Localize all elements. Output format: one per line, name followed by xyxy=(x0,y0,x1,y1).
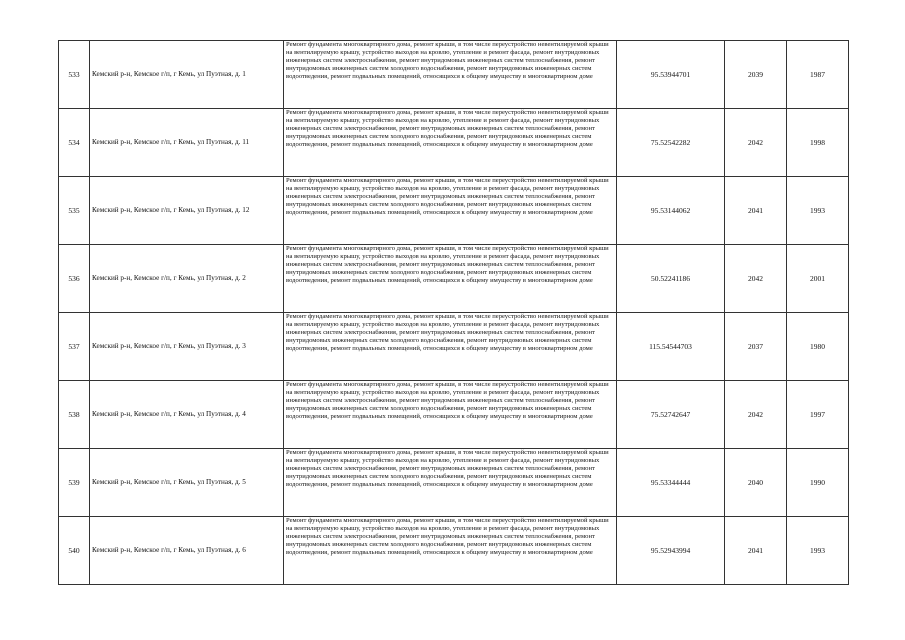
table-row xyxy=(59,313,849,381)
built-year-cell: 1990 xyxy=(787,449,849,517)
built-year-cell: 1993 xyxy=(787,177,849,245)
works-description-cell xyxy=(284,449,617,517)
works-description-text: Ремонт фундамента многоквартирного дома, ремонт крыши, в том числе переустройство невентилируемой крыши на вентилируемую крышу, устройство выходов на кровлю, утепление и ремонт фасада, ремонт внутридомовых инженерных систем электроснабжения, ремонт внутридомовых инженерных систем теплоснабжения, ремонт внутридомовых инженерных систем холодного водоснабжения, ремонт внутридомовых инженерных систем водоотведения, ремонт подвальных помещений, относящихся к общему имуществу в многоквартирном доме xyxy=(286,177,609,216)
planned-year-cell: 2041 xyxy=(725,517,787,585)
works-description-cell xyxy=(284,245,617,313)
address-cell: Кемский р-н, Кемское г/п, г Кемь, ул Пуэтная, д. 12 xyxy=(90,177,284,245)
built-year-cell: 1998 xyxy=(787,109,849,177)
row-number-cell: 533 xyxy=(59,41,90,109)
row-number-cell: 540 xyxy=(59,517,90,585)
built-year-cell: 1980 xyxy=(787,313,849,381)
table-row xyxy=(59,449,849,517)
works-description-text: Ремонт фундамента многоквартирного дома, ремонт крыши, в том числе переустройство невентилируемой крыши на вентилируемую крышу, устройство выходов на кровлю, утепление и ремонт фасада, ремонт внутридомовых инженерных систем электроснабжения, ремонт внутридомовых инженерных систем теплоснабжения, ремонт внутридомовых инженерных систем холодного водоснабжения, ремонт внутридомовых инженерных систем водоотведения, ремонт подвальных помещений, относящихся к общему имуществу в многоквартирном доме xyxy=(286,313,609,352)
works-description-text: Ремонт фундамента многоквартирного дома, ремонт крыши, в том числе переустройство невентилируемой крыши на вентилируемую крышу, устройство выходов на кровлю, утепление и ремонт фасада, ремонт внутридомовых инженерных систем электроснабжения, ремонт внутридомовых инженерных систем теплоснабжения, ремонт внутридомовых инженерных систем холодного водоснабжения, ремонт внутридомовых инженерных систем водоотведения, ремонт подвальных помещений, относящихся к общему имуществу в многоквартирном доме xyxy=(286,517,609,556)
address-cell: Кемский р-н, Кемское г/п, г Кемь, ул Пуэтная, д. 6 xyxy=(90,517,284,585)
planned-year-cell: 2037 xyxy=(725,313,787,381)
address-cell: Кемский р-н, Кемское г/п, г Кемь, ул Пуэтная, д. 4 xyxy=(90,381,284,449)
value-cell: 115.54544703 xyxy=(617,313,725,381)
works-description-text: Ремонт фундамента многоквартирного дома, ремонт крыши, в том числе переустройство невентилируемой крыши на вентилируемую крышу, устройство выходов на кровлю, утепление и ремонт фасада, ремонт внутридомовых инженерных систем электроснабжения, ремонт внутридомовых инженерных систем теплоснабжения, ремонт внутридомовых инженерных систем холодного водоснабжения, ремонт внутридомовых инженерных систем водоотведения, ремонт подвальных помещений, относящихся к общему имуществу в многоквартирном доме xyxy=(286,381,609,420)
planned-year-cell: 2042 xyxy=(725,381,787,449)
planned-year-cell: 2039 xyxy=(725,41,787,109)
row-number-cell: 537 xyxy=(59,313,90,381)
works-description-cell xyxy=(284,177,617,245)
works-description-cell xyxy=(284,41,617,109)
address-cell: Кемский р-н, Кемское г/п, г Кемь, ул Пуэтная, д. 3 xyxy=(90,313,284,381)
planned-year-cell: 2040 xyxy=(725,449,787,517)
table-row xyxy=(59,177,849,245)
row-number-cell: 536 xyxy=(59,245,90,313)
address-cell: Кемский р-н, Кемское г/п, г Кемь, ул Пуэтная, д. 2 xyxy=(90,245,284,313)
value-cell: 95.53144062 xyxy=(617,177,725,245)
table-row xyxy=(59,381,849,449)
works-description-text: Ремонт фундамента многоквартирного дома, ремонт крыши, в том числе переустройство невентилируемой крыши на вентилируемую крышу, устройство выходов на кровлю, утепление и ремонт фасада, ремонт внутридомовых инженерных систем электроснабжения, ремонт внутридомовых инженерных систем теплоснабжения, ремонт внутридомовых инженерных систем холодного водоснабжения, ремонт внутридомовых инженерных систем водоотведения, ремонт подвальных помещений, относящихся к общему имуществу в многоквартирном доме xyxy=(286,109,609,148)
value-cell: 95.52943994 xyxy=(617,517,725,585)
built-year-cell: 1987 xyxy=(787,41,849,109)
works-description-text: Ремонт фундамента многоквартирного дома, ремонт крыши, в том числе переустройство невентилируемой крыши на вентилируемую крышу, устройство выходов на кровлю, утепление и ремонт фасада, ремонт внутридомовых инженерных систем электроснабжения, ремонт внутридомовых инженерных систем теплоснабжения, ремонт внутридомовых инженерных систем холодного водоснабжения, ремонт внутридомовых инженерных систем водоотведения, ремонт подвальных помещений, относящихся к общему имуществу в многоквартирном доме xyxy=(286,245,609,284)
address-cell: Кемский р-н, Кемское г/п, г Кемь, ул Пуэтная, д. 1 xyxy=(90,41,284,109)
works-description-text: Ремонт фундамента многоквартирного дома, ремонт крыши, в том числе переустройство невентилируемой крыши на вентилируемую крышу, устройство выходов на кровлю, утепление и ремонт фасада, ремонт внутридомовых инженерных систем электроснабжения, ремонт внутридомовых инженерных систем теплоснабжения, ремонт внутридомовых инженерных систем холодного водоснабжения, ремонт внутридомовых инженерных систем водоотведения, ремонт подвальных помещений, относящихся к общему имуществу в многоквартирном доме xyxy=(286,41,609,80)
value-cell: 50.52241186 xyxy=(617,245,725,313)
planned-year-cell: 2042 xyxy=(725,109,787,177)
row-number-cell: 539 xyxy=(59,449,90,517)
table-row xyxy=(59,517,849,585)
works-description-cell xyxy=(284,313,617,381)
address-cell: Кемский р-н, Кемское г/п, г Кемь, ул Пуэтная, д. 11 xyxy=(90,109,284,177)
row-number-cell: 534 xyxy=(59,109,90,177)
value-cell: 95.53944701 xyxy=(617,41,725,109)
row-number-cell: 538 xyxy=(59,381,90,449)
row-number-cell: 535 xyxy=(59,177,90,245)
works-description-cell xyxy=(284,381,617,449)
address-cell: Кемский р-н, Кемское г/п, г Кемь, ул Пуэтная, д. 5 xyxy=(90,449,284,517)
value-cell: 75.52742647 xyxy=(617,381,725,449)
planned-year-cell: 2041 xyxy=(725,177,787,245)
works-description-cell xyxy=(284,109,617,177)
table-row xyxy=(59,109,849,177)
built-year-cell: 2001 xyxy=(787,245,849,313)
planned-year-cell: 2042 xyxy=(725,245,787,313)
table-row xyxy=(59,41,849,109)
built-year-cell: 1997 xyxy=(787,381,849,449)
value-cell: 75.52542282 xyxy=(617,109,725,177)
value-cell: 95.53344444 xyxy=(617,449,725,517)
works-description-cell xyxy=(284,517,617,585)
table-row xyxy=(59,245,849,313)
works-description-text: Ремонт фундамента многоквартирного дома, ремонт крыши, в том числе переустройство невентилируемой крыши на вентилируемую крышу, устройство выходов на кровлю, утепление и ремонт фасада, ремонт внутридомовых инженерных систем электроснабжения, ремонт внутридомовых инженерных систем теплоснабжения, ремонт внутридомовых инженерных систем холодного водоснабжения, ремонт внутридомовых инженерных систем водоотведения, ремонт подвальных помещений, относящихся к общему имуществу в многоквартирном доме xyxy=(286,449,609,488)
registry-table xyxy=(58,40,849,585)
built-year-cell: 1993 xyxy=(787,517,849,585)
table-body xyxy=(59,41,849,585)
